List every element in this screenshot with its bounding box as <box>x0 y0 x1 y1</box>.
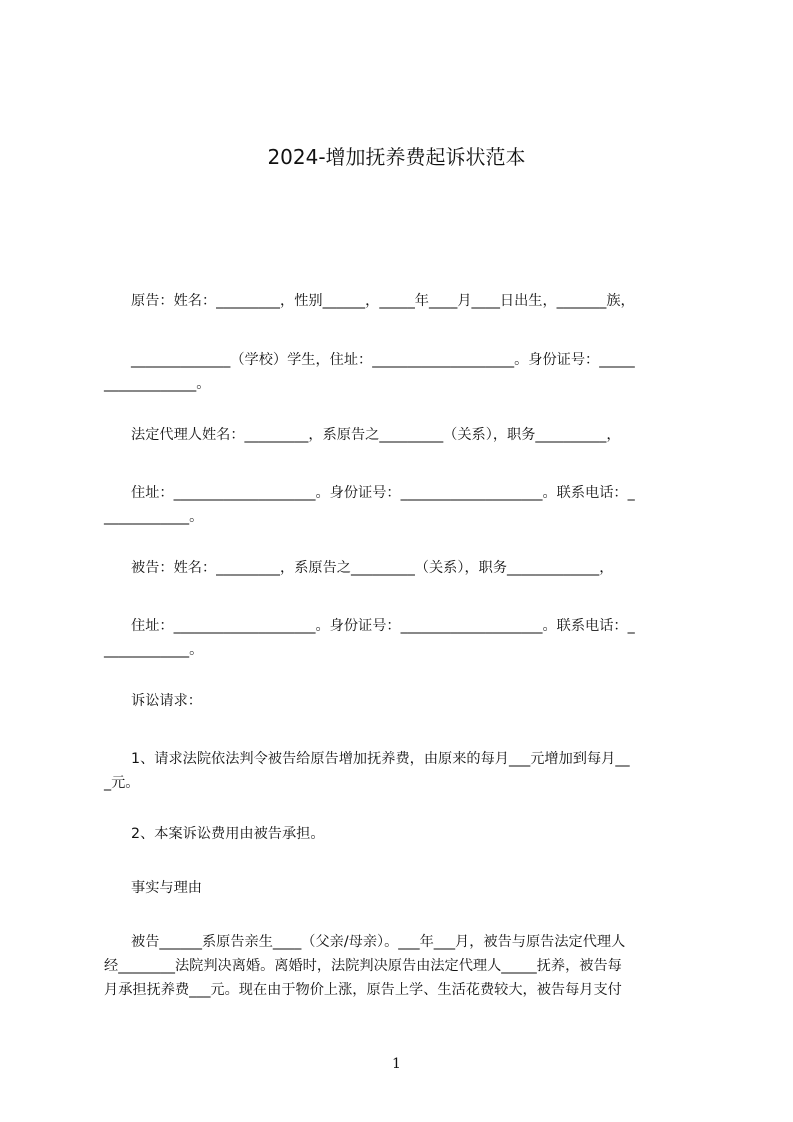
text-line: 法定代理人姓名：_________，系原告之_________（关系），职务__________， <box>104 427 621 443</box>
defendant-info-paragraph <box>104 556 704 580</box>
plaintiff-info-paragraph <box>104 289 704 313</box>
text-line: ____________。 <box>104 509 204 525</box>
facts-paragraph <box>104 930 704 1002</box>
text-line: 住址：____________________。身份证号：____________________。联系电话：_ <box>104 618 635 634</box>
text-line: 月承担抚养费___元。现在由于物价上涨，原告上学、生活花费较大，被告每月支付 <box>104 982 622 998</box>
text-line: 被告：姓名：_________，系原告之_________（关系），职务_____________， <box>104 560 614 576</box>
text-line: 经________法院判决离婚。离婚时，法院判决原告由法定代理人_____抚养，被告每 <box>104 958 622 974</box>
text-line: 1、请求法院依法判令被告给原告增加抚养费，由原来的每月___元增加到每月__ <box>104 751 630 767</box>
text-line: 原告：姓名：_________，性别______，_____年____月____日出生，_______族， <box>104 293 635 309</box>
document-title: 2024-增加抚养费起诉状范本 <box>267 145 526 169</box>
legal-representative-paragraph <box>104 423 704 447</box>
text-line: ______________（学校）学生，住址：____________________。身份证号：_____ <box>104 352 635 368</box>
facts-heading <box>104 876 704 900</box>
text-line: _____________。 <box>104 376 211 392</box>
claim-item-2 <box>104 822 704 846</box>
text-line: 2、本案诉讼费用由被告承担。 <box>104 826 325 842</box>
claims-heading <box>104 689 704 713</box>
text-line: 诉讼请求： <box>104 693 202 709</box>
plaintiff-address-paragraph <box>104 348 704 396</box>
text-line: ____________。 <box>104 642 204 658</box>
claim-item-1 <box>104 747 704 795</box>
representative-address-paragraph <box>104 481 704 529</box>
text-line: _元。 <box>104 775 140 791</box>
page-number: 1 <box>392 1056 401 1072</box>
text-line: 被告______系原告亲生____（父亲/母亲）。___年___月，被告与原告法定代理人 <box>104 934 626 950</box>
defendant-address-paragraph <box>104 614 704 662</box>
text-line: 住址：____________________。身份证号：____________________。联系电话：_ <box>104 485 635 501</box>
text-line: 事实与理由 <box>104 880 202 896</box>
